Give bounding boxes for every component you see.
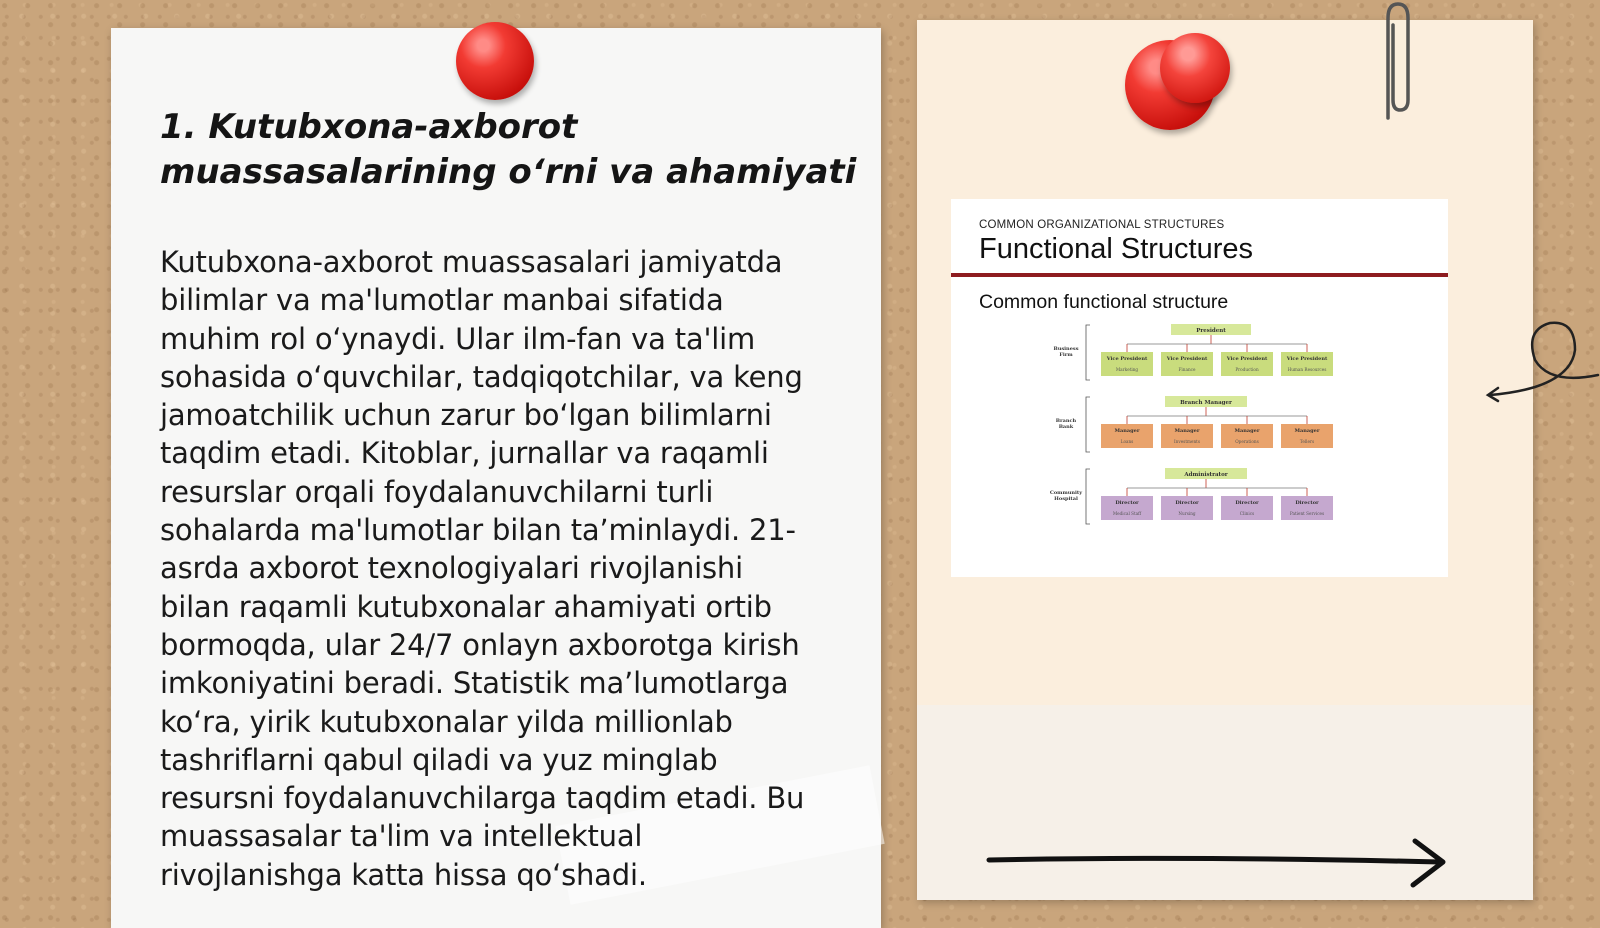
group-bracket xyxy=(1086,397,1090,452)
body-line: bilimlar va ma'lumotlar manbai sifatida xyxy=(160,283,724,318)
unit-title: Manager xyxy=(1234,428,1260,434)
group-bracket xyxy=(1086,325,1090,380)
unit-subtitle: Finance xyxy=(1178,367,1196,372)
section-title xyxy=(160,105,860,195)
head-label: Administrator xyxy=(1184,472,1228,478)
section-title-line-2: muassasalarining o‘rni va ahamiyati xyxy=(160,152,857,192)
body-line: ko‘ra, yirik kutubxonalar yilda millionlab xyxy=(160,704,733,739)
unit-subtitle: Human Resources xyxy=(1287,367,1327,372)
group-label: Branch xyxy=(1055,418,1077,424)
unit-subtitle: Marketing xyxy=(1115,367,1139,372)
body-line: muhim rol o‘ynaydi. Ular ilm-fan va ta'lim xyxy=(160,321,756,356)
body-line: taqdim etadi. Kitoblar, jurnallar va raqamli xyxy=(160,436,769,471)
unit-title: Director xyxy=(1115,500,1139,506)
unit-subtitle: Tellers xyxy=(1299,439,1315,444)
body-line: sohalarda ma'lumotlar bilan ta’minlaydi. 21- xyxy=(160,513,796,548)
group-bracket xyxy=(1086,469,1090,524)
unit-subtitle: Clinics xyxy=(1239,511,1255,516)
body-paragraph xyxy=(160,243,850,894)
body-line: muassasalar ta'lim va intellektual xyxy=(160,819,643,854)
body-line: sohasida o‘quvchilar, tadqiqotchilar, va keng xyxy=(160,359,803,394)
slide-title-rule xyxy=(951,273,1448,277)
unit-title: Vice President xyxy=(1166,356,1208,362)
unit-title: Manager xyxy=(1294,428,1320,434)
head-label: Branch Manager xyxy=(1180,400,1232,406)
unit-subtitle: Production xyxy=(1235,367,1259,372)
unit-title: Director xyxy=(1295,500,1319,506)
slide-kicker: COMMON ORGANIZATIONAL STRUCTURES xyxy=(979,219,1225,231)
body-line: Kutubxona-axborot muassasalari jamiyatda xyxy=(160,245,783,279)
unit-subtitle: Medical Staff xyxy=(1112,511,1142,516)
org-structure-slide xyxy=(951,199,1448,577)
group-label: Hospital xyxy=(1054,496,1078,502)
unit-title: Manager xyxy=(1114,428,1140,434)
unit-title: Director xyxy=(1175,500,1199,506)
body-line: bilan raqamli kutubxonalar ahamiyati ortib xyxy=(160,589,772,624)
group-label: Community xyxy=(1049,490,1083,496)
unit-title: Manager xyxy=(1174,428,1200,434)
squiggle-arrow-icon xyxy=(1480,315,1600,415)
unit-subtitle: Patient Services xyxy=(1289,511,1325,516)
body-line: resursni foydalanuvchilarga taqdim etadi. Bu xyxy=(160,781,805,816)
group-label: Business xyxy=(1053,346,1079,352)
unit-subtitle: Loans xyxy=(1120,439,1134,444)
head-label: President xyxy=(1196,328,1226,334)
body-line: resurslar orqali foydalanuvchilarni turli xyxy=(160,474,714,509)
body-line: imkoniyatini beradi. Statistik ma’lumotlarga xyxy=(160,666,789,701)
body-line: rivojlanishga katta hissa qo‘shadi. xyxy=(160,857,647,892)
group-label: Firm xyxy=(1059,352,1073,358)
slide-title: Functional Structures xyxy=(979,233,1254,265)
paperclip-icon xyxy=(1378,0,1414,120)
body-line: asrda axborot texnologiyalari rivojlanishi xyxy=(160,551,743,586)
body-line: bormoqda, ular 24/7 onlayn axborotga kirish xyxy=(160,627,800,662)
right-arrow-icon xyxy=(985,838,1450,888)
section-title-line-1: 1. Kutubxona-axborot xyxy=(160,107,578,147)
red-pushpin-icon xyxy=(456,22,534,100)
unit-title: Director xyxy=(1235,500,1259,506)
group-label: Bank xyxy=(1058,424,1074,430)
unit-title: Vice President xyxy=(1106,356,1148,362)
body-line: jamoatchilik uchun zarur bo‘lgan bilimlarni xyxy=(160,398,772,433)
body-line: tashriflarni qabul qiladi va yuz minglab xyxy=(160,742,718,777)
unit-subtitle: Investments xyxy=(1173,439,1201,444)
unit-subtitle: Nursing xyxy=(1178,511,1196,516)
unit-title: Vice President xyxy=(1286,356,1328,362)
red-pushpin-icon xyxy=(1160,33,1230,103)
unit-title: Vice President xyxy=(1226,356,1268,362)
org-chart-diagram xyxy=(1046,322,1356,537)
unit-subtitle: Operations xyxy=(1235,439,1259,444)
slide-subtitle: Common functional structure xyxy=(979,291,1229,313)
